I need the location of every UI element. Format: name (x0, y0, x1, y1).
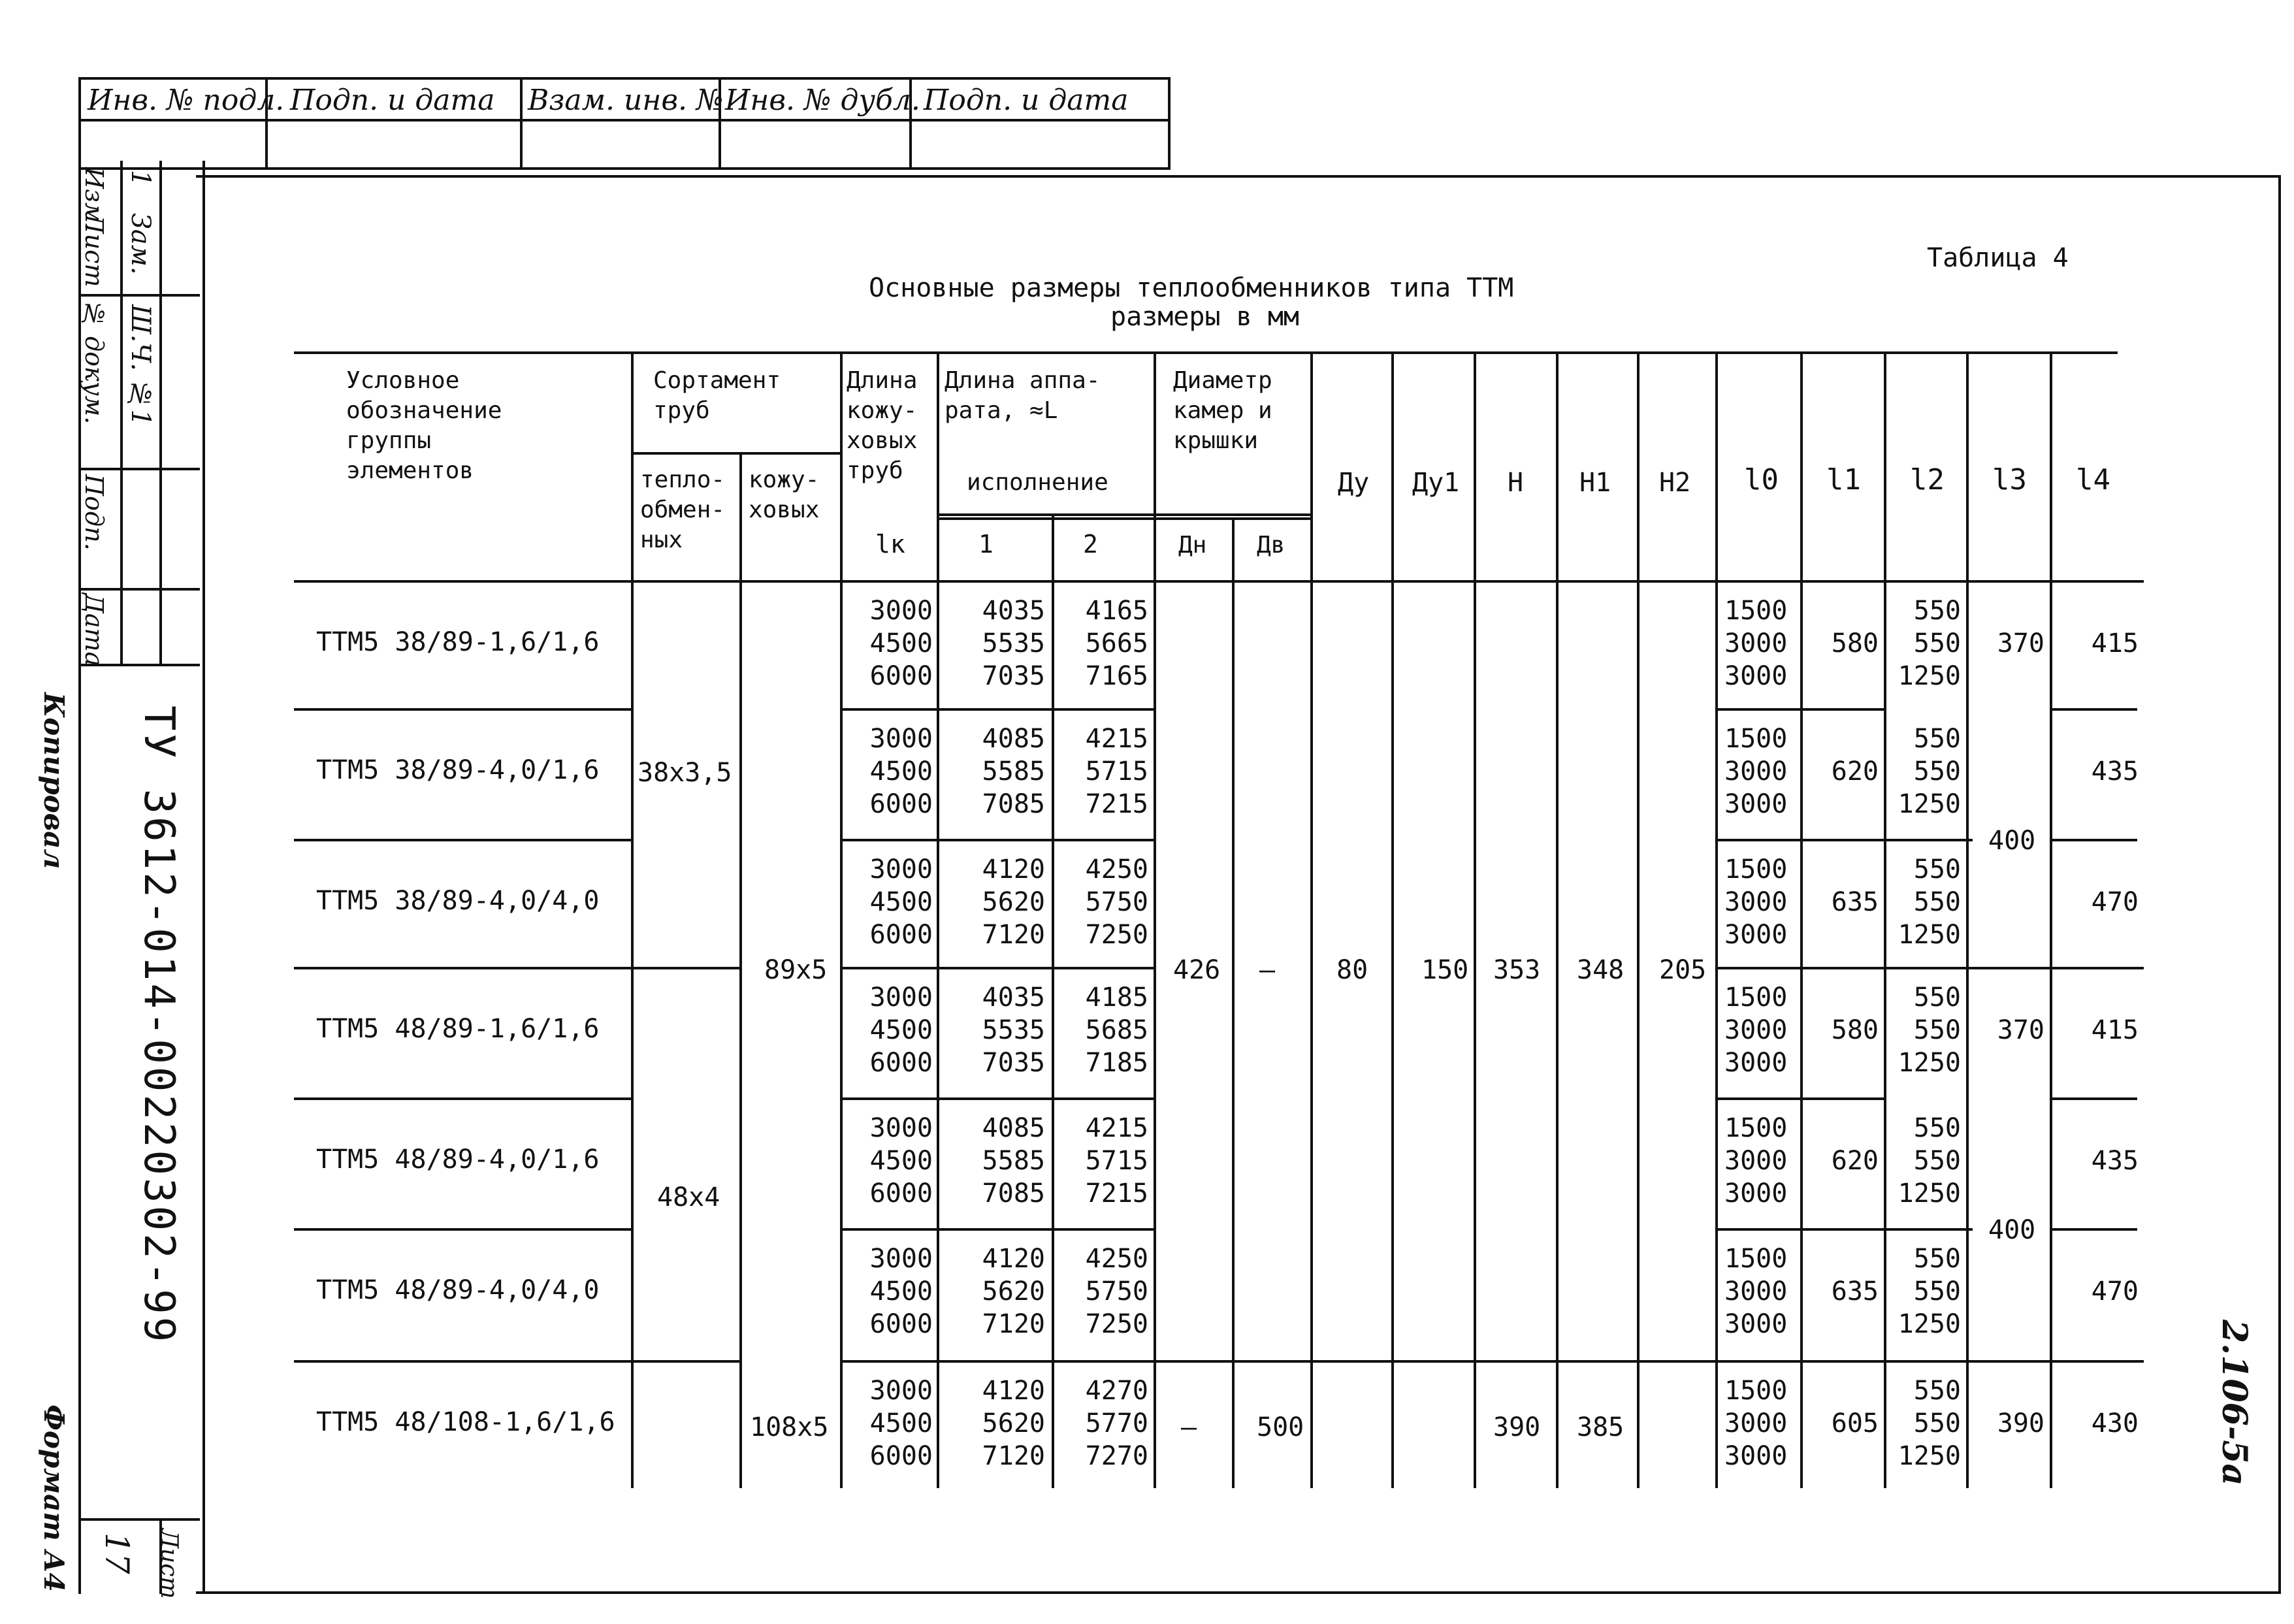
cell-lk: 3000 4500 6000 (869, 596, 933, 691)
header-l1: l1 (1826, 463, 1861, 496)
cell-v1: 4120 5620 7120 (982, 1376, 1045, 1471)
stamp-replace-label: Взам. инв. № (528, 84, 724, 117)
header-app-length: Длина аппа- рата, ≈L (945, 367, 1101, 424)
row-name: ТТМ5 48/108-1,6/1,6 (316, 1407, 615, 1437)
cell-v2: 4250 5750 7250 (1085, 854, 1148, 950)
header-h1: Н1 (1579, 468, 1611, 498)
cell-h1-last: 385 (1577, 1412, 1624, 1442)
header-du: Ду (1338, 468, 1370, 498)
header-du1: Ду1 (1412, 468, 1460, 498)
cell-l2: 550 550 1250 (1898, 724, 1961, 819)
cell-l0: 1500 3000 3000 (1724, 983, 1788, 1078)
cell-l3: 370 (1997, 628, 2044, 658)
cell-l0: 1500 3000 3000 (1724, 724, 1788, 819)
cell-shell-108: 108x5 (750, 1412, 829, 1442)
cell-h-last: 390 (1493, 1412, 1541, 1442)
cell-l2: 550 550 1250 (1898, 854, 1961, 950)
header-l3: l3 (1992, 463, 2027, 496)
header-assortment: Сортамент труб (653, 367, 781, 424)
stamp-left-label-sign: Подп. (80, 474, 108, 551)
stamp-left-label-sheet: Лист (80, 213, 108, 287)
cell-l3: 390 (1997, 1408, 2044, 1438)
cell-l4: 415 (2091, 1015, 2139, 1045)
cell-l4: 435 (2091, 1146, 2139, 1176)
cell-v2: 4250 5750 7250 (1085, 1244, 1148, 1339)
cell-l4: 470 (2091, 1276, 2139, 1307)
cell-l1: 635 (1831, 887, 1879, 917)
cell-v2: 4165 5665 7165 (1085, 596, 1148, 691)
header-dv: Дв (1257, 532, 1285, 559)
cell-l4: 470 (2091, 887, 2139, 917)
cell-l3: 370 (1997, 1015, 2044, 1045)
cell-h1-main: 348 (1577, 955, 1624, 985)
cell-lk: 3000 4500 6000 (869, 1113, 933, 1209)
cell-l1: 580 (1831, 628, 1879, 658)
stamp-inv-label: Инв. № подл. (88, 84, 285, 117)
header-v2: 2 (1083, 530, 1098, 559)
cell-v2: 4270 5770 7270 (1085, 1376, 1148, 1471)
cell-du: 80 (1336, 955, 1368, 985)
table-title: Основные размеры теплообменников типа ТТМ (869, 273, 1514, 303)
cell-l0: 1500 3000 3000 (1724, 596, 1788, 691)
cell-l0: 1500 3000 3000 (1724, 1376, 1788, 1471)
stamp-left-value-sheet: Зам. (125, 213, 155, 275)
document-code: ТУ 3612-014-00220302-99 (135, 706, 183, 1345)
format-label: Формат А4 (38, 1405, 70, 1592)
cell-v1: 4120 5620 7120 (982, 1244, 1045, 1339)
cell-l1: 605 (1831, 1408, 1879, 1438)
cell-h2: 205 (1659, 955, 1707, 985)
stamp-left-value-change: 1 (125, 170, 155, 187)
cell-v1: 4085 5585 7085 (982, 724, 1045, 819)
stamp-left-label-doc: № докум. (80, 299, 108, 425)
cell-lk: 3000 4500 6000 (869, 1244, 933, 1339)
cell-dn-last: – (1181, 1412, 1197, 1442)
cell-l3-group2: 400 (1986, 1215, 2038, 1245)
stamp-sign-label: Подп. и дата (290, 84, 495, 117)
cell-l4: 415 (2091, 628, 2139, 658)
row-name: ТТМ5 48/89-1,6/1,6 (316, 1014, 600, 1044)
header-lk: lк (875, 530, 905, 559)
header-version: исполнение (967, 469, 1108, 496)
cell-dv-main: – (1259, 955, 1276, 985)
cell-l0: 1500 3000 3000 (1724, 1113, 1788, 1209)
cell-du1: 150 (1421, 955, 1469, 985)
cell-l0: 1500 3000 3000 (1724, 1244, 1788, 1339)
table-caption: Таблица 4 (1927, 243, 2069, 273)
cell-l2: 550 550 1250 (1898, 983, 1961, 1078)
header-h2: Н2 (1659, 468, 1691, 498)
cell-v1: 4085 5585 7085 (982, 1113, 1045, 1209)
cell-l1: 580 (1831, 1015, 1879, 1045)
cell-heat-48: 48x4 (657, 1182, 720, 1212)
cell-v2: 4215 5715 7215 (1085, 724, 1148, 819)
cell-lk: 3000 4500 6000 (869, 724, 933, 819)
cell-dn-main: 426 (1173, 955, 1221, 985)
cell-lk: 3000 4500 6000 (869, 983, 933, 1078)
cell-v1: 4120 5620 7120 (982, 854, 1045, 950)
cell-heat-38: 38x3,5 (638, 758, 732, 788)
cell-l4: 435 (2091, 756, 2139, 787)
stamp-left-value-doc: Ш.Ч. №1 (125, 304, 155, 427)
cell-l1: 635 (1831, 1276, 1879, 1307)
cell-dv-last: 500 (1257, 1412, 1304, 1442)
cell-l2: 550 550 1250 (1898, 1376, 1961, 1471)
cell-l2: 550 550 1250 (1898, 596, 1961, 691)
cell-h-main: 353 (1493, 955, 1541, 985)
cell-l1: 620 (1831, 1146, 1879, 1176)
cell-v1: 4035 5535 7035 (982, 596, 1045, 691)
header-h: Н (1508, 468, 1524, 498)
stamp-left-label-date: Дата (80, 593, 108, 667)
header-shell: кожу- ховых (749, 466, 820, 523)
cell-l3-group1: 400 (1986, 826, 2038, 856)
row-name: ТТМ5 38/89-1,6/1,6 (316, 627, 600, 657)
stamp-sheet-label: Лист (155, 1529, 182, 1599)
copy-label: Копировал (38, 692, 70, 869)
cell-l4: 430 (2091, 1408, 2139, 1438)
table-subtitle: размеры в мм (1110, 302, 1299, 332)
header-dn: Дн (1178, 532, 1207, 559)
header-shell-length: Длина кожу- ховых труб (847, 367, 918, 484)
cell-lk: 3000 4500 6000 (869, 1376, 933, 1471)
stamp-dup-label: Инв. № дубл. (725, 84, 920, 117)
cell-v1: 4035 5535 7035 (982, 983, 1045, 1078)
header-group: Условное обозначение группы элементов (346, 367, 502, 484)
cell-l2: 550 550 1250 (1898, 1244, 1961, 1339)
header-v1: 1 (978, 530, 994, 559)
header-heat: тепло- обмен- ных (640, 466, 726, 553)
header-diameter: Диаметр камер и крышки (1173, 367, 1272, 454)
stamp-sign2-label: Подп. и дата (924, 84, 1129, 117)
side-note: 2.106-5а (2214, 1320, 2254, 1486)
stamp-sheet-number: 17 (98, 1533, 136, 1574)
cell-v2: 4215 5715 7215 (1085, 1113, 1148, 1209)
header-l2: l2 (1910, 463, 1945, 496)
cell-v2: 4185 5685 7185 (1085, 983, 1148, 1078)
cell-l0: 1500 3000 3000 (1724, 854, 1788, 950)
row-name: ТТМ5 38/89-4,0/1,6 (316, 755, 600, 785)
cell-l2: 550 550 1250 (1898, 1113, 1961, 1209)
header-l0: l0 (1744, 463, 1779, 496)
cell-l1: 620 (1831, 756, 1879, 787)
header-l4: l4 (2076, 463, 2110, 496)
cell-shell-89: 89x5 (764, 955, 828, 985)
row-name: ТТМ5 38/89-4,0/4,0 (316, 886, 600, 916)
stamp-left-label-change: Изм. (80, 167, 108, 231)
row-name: ТТМ5 48/89-4,0/1,6 (316, 1145, 600, 1175)
cell-lk: 3000 4500 6000 (869, 854, 933, 950)
row-name: ТТМ5 48/89-4,0/4,0 (316, 1275, 600, 1305)
